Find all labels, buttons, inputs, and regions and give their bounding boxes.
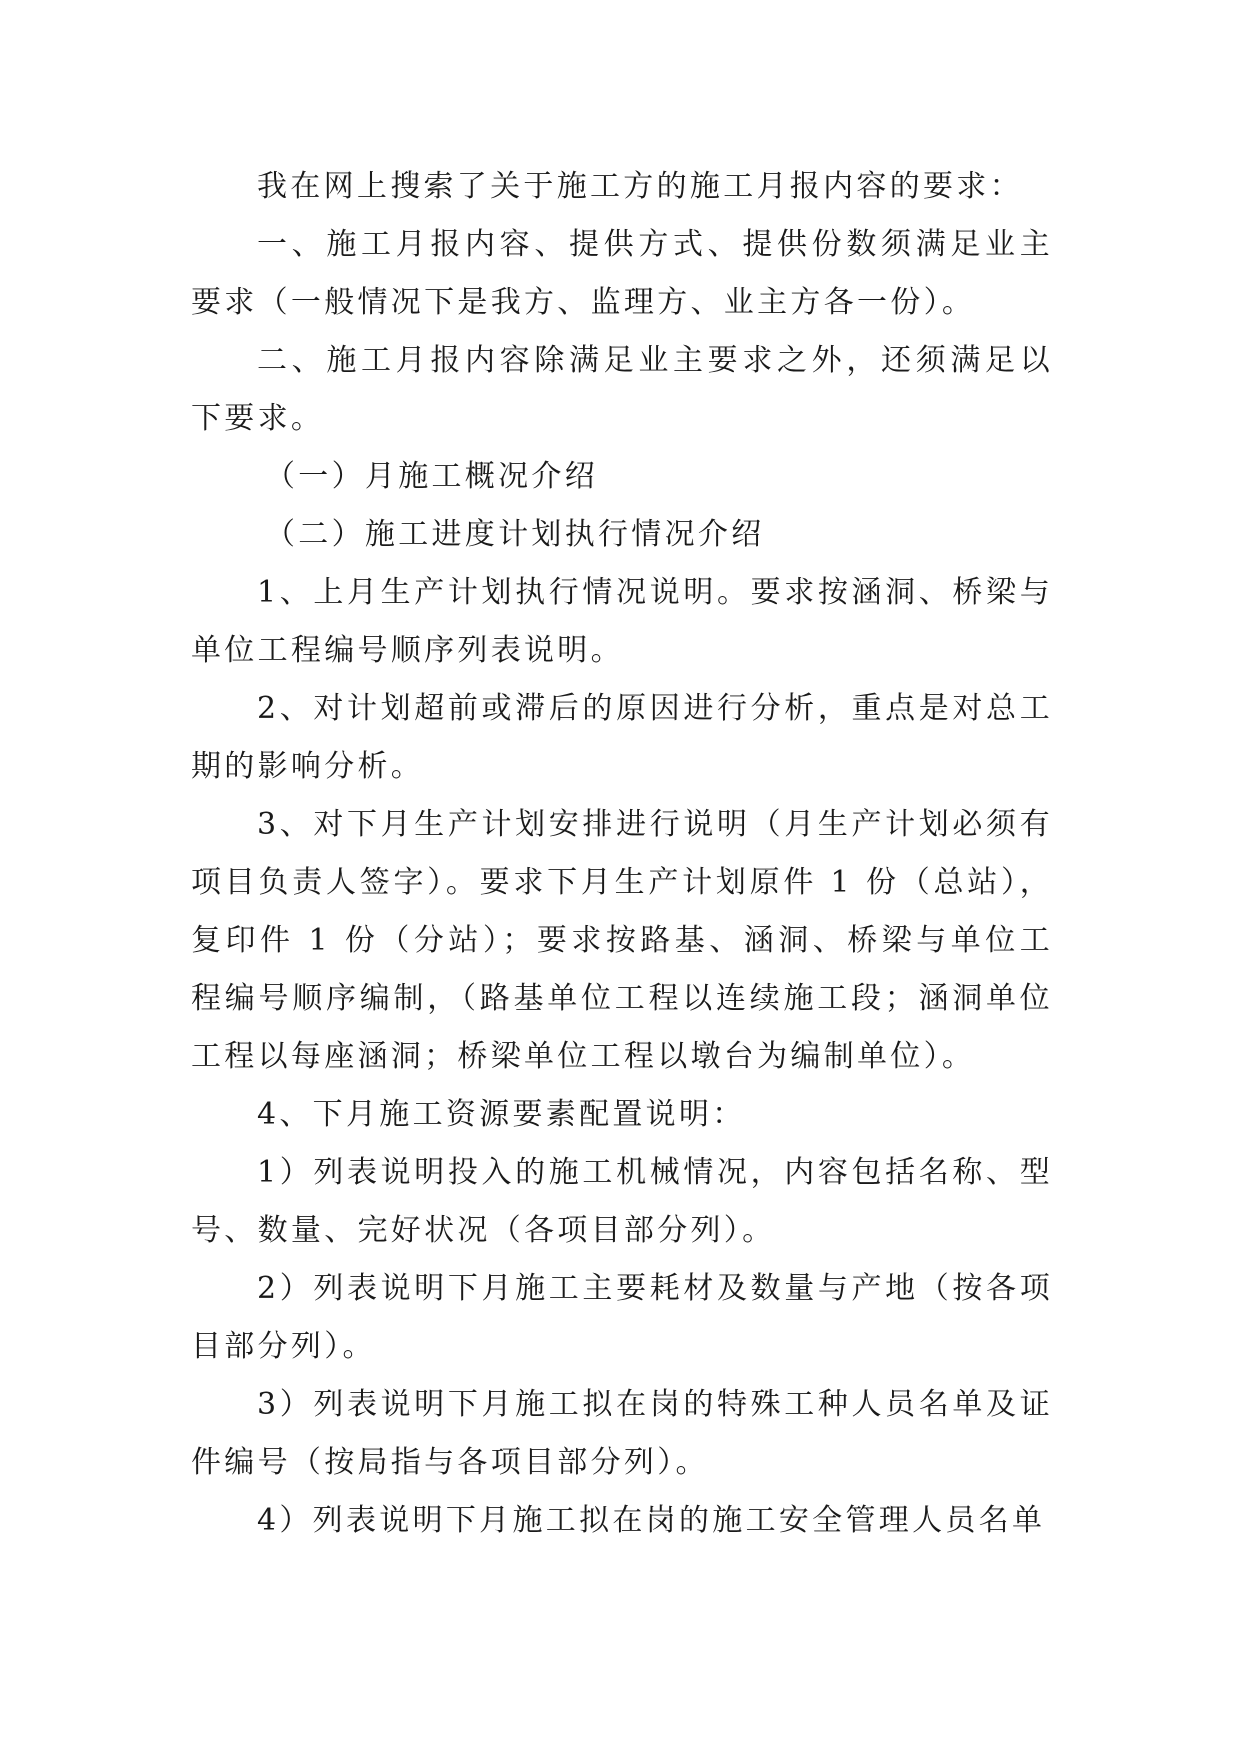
- paragraph-item-2: 2、对计划超前或滞后的原因进行分析，重点是对总工期的影响分析。: [191, 691, 1053, 784]
- paragraph-subsection-2: （二）施工进度计划执行情况介绍: [265, 517, 765, 552]
- paragraph-item-1: 1、上月生产计划执行情况说明。要求按涵洞、桥梁与单位工程编号顺序列表说明。: [191, 575, 1053, 668]
- paragraph-subitem-3: 3）列表说明下月施工拟在岗的特殊工种人员名单及证件编号（按局指与各项目部分列）。: [191, 1387, 1053, 1480]
- paragraph-intro: 我在网上搜索了关于施工方的施工月报内容的要求：: [257, 169, 1023, 204]
- paragraph-item-4: 4、下月施工资源要素配置说明：: [257, 1097, 746, 1132]
- document-body: [191, 158, 1053, 1550]
- paragraph-subitem-4: 4）列表说明下月施工拟在岗的施工安全管理人员名单: [257, 1503, 1046, 1538]
- paragraph-subitem-1: 1）列表说明投入的施工机械情况，内容包括名称、型号、数量、完好状况（各项目部分列）。: [191, 1155, 1053, 1248]
- paragraph-item-3: 3、对下月生产计划安排进行说明（月生产计划必须有项目负责人签字）。要求下月生产计划原件 1 份（总站），复印件 1 份（分站）；要求按路基、涵洞、桥梁与单位工程编号顺序编制，（路基单位工程以连续施工段；涵洞单位工程以每座涵洞；桥梁单位工程以墩台为编制单位）。: [191, 807, 1053, 1074]
- paragraph-subitem-2: 2）列表说明下月施工主要耗材及数量与产地（按各项目部分列）。: [191, 1271, 1053, 1364]
- paragraph-subsection-1: （一）月施工概况介绍: [265, 459, 598, 494]
- paragraph-section-2: 二、施工月报内容除满足业主要求之外，还须满足以下要求。: [191, 343, 1053, 436]
- paragraph-section-1: 一、施工月报内容、提供方式、提供份数须满足业主要求（一般情况下是我方、监理方、业主方各一份）。: [191, 227, 1053, 320]
